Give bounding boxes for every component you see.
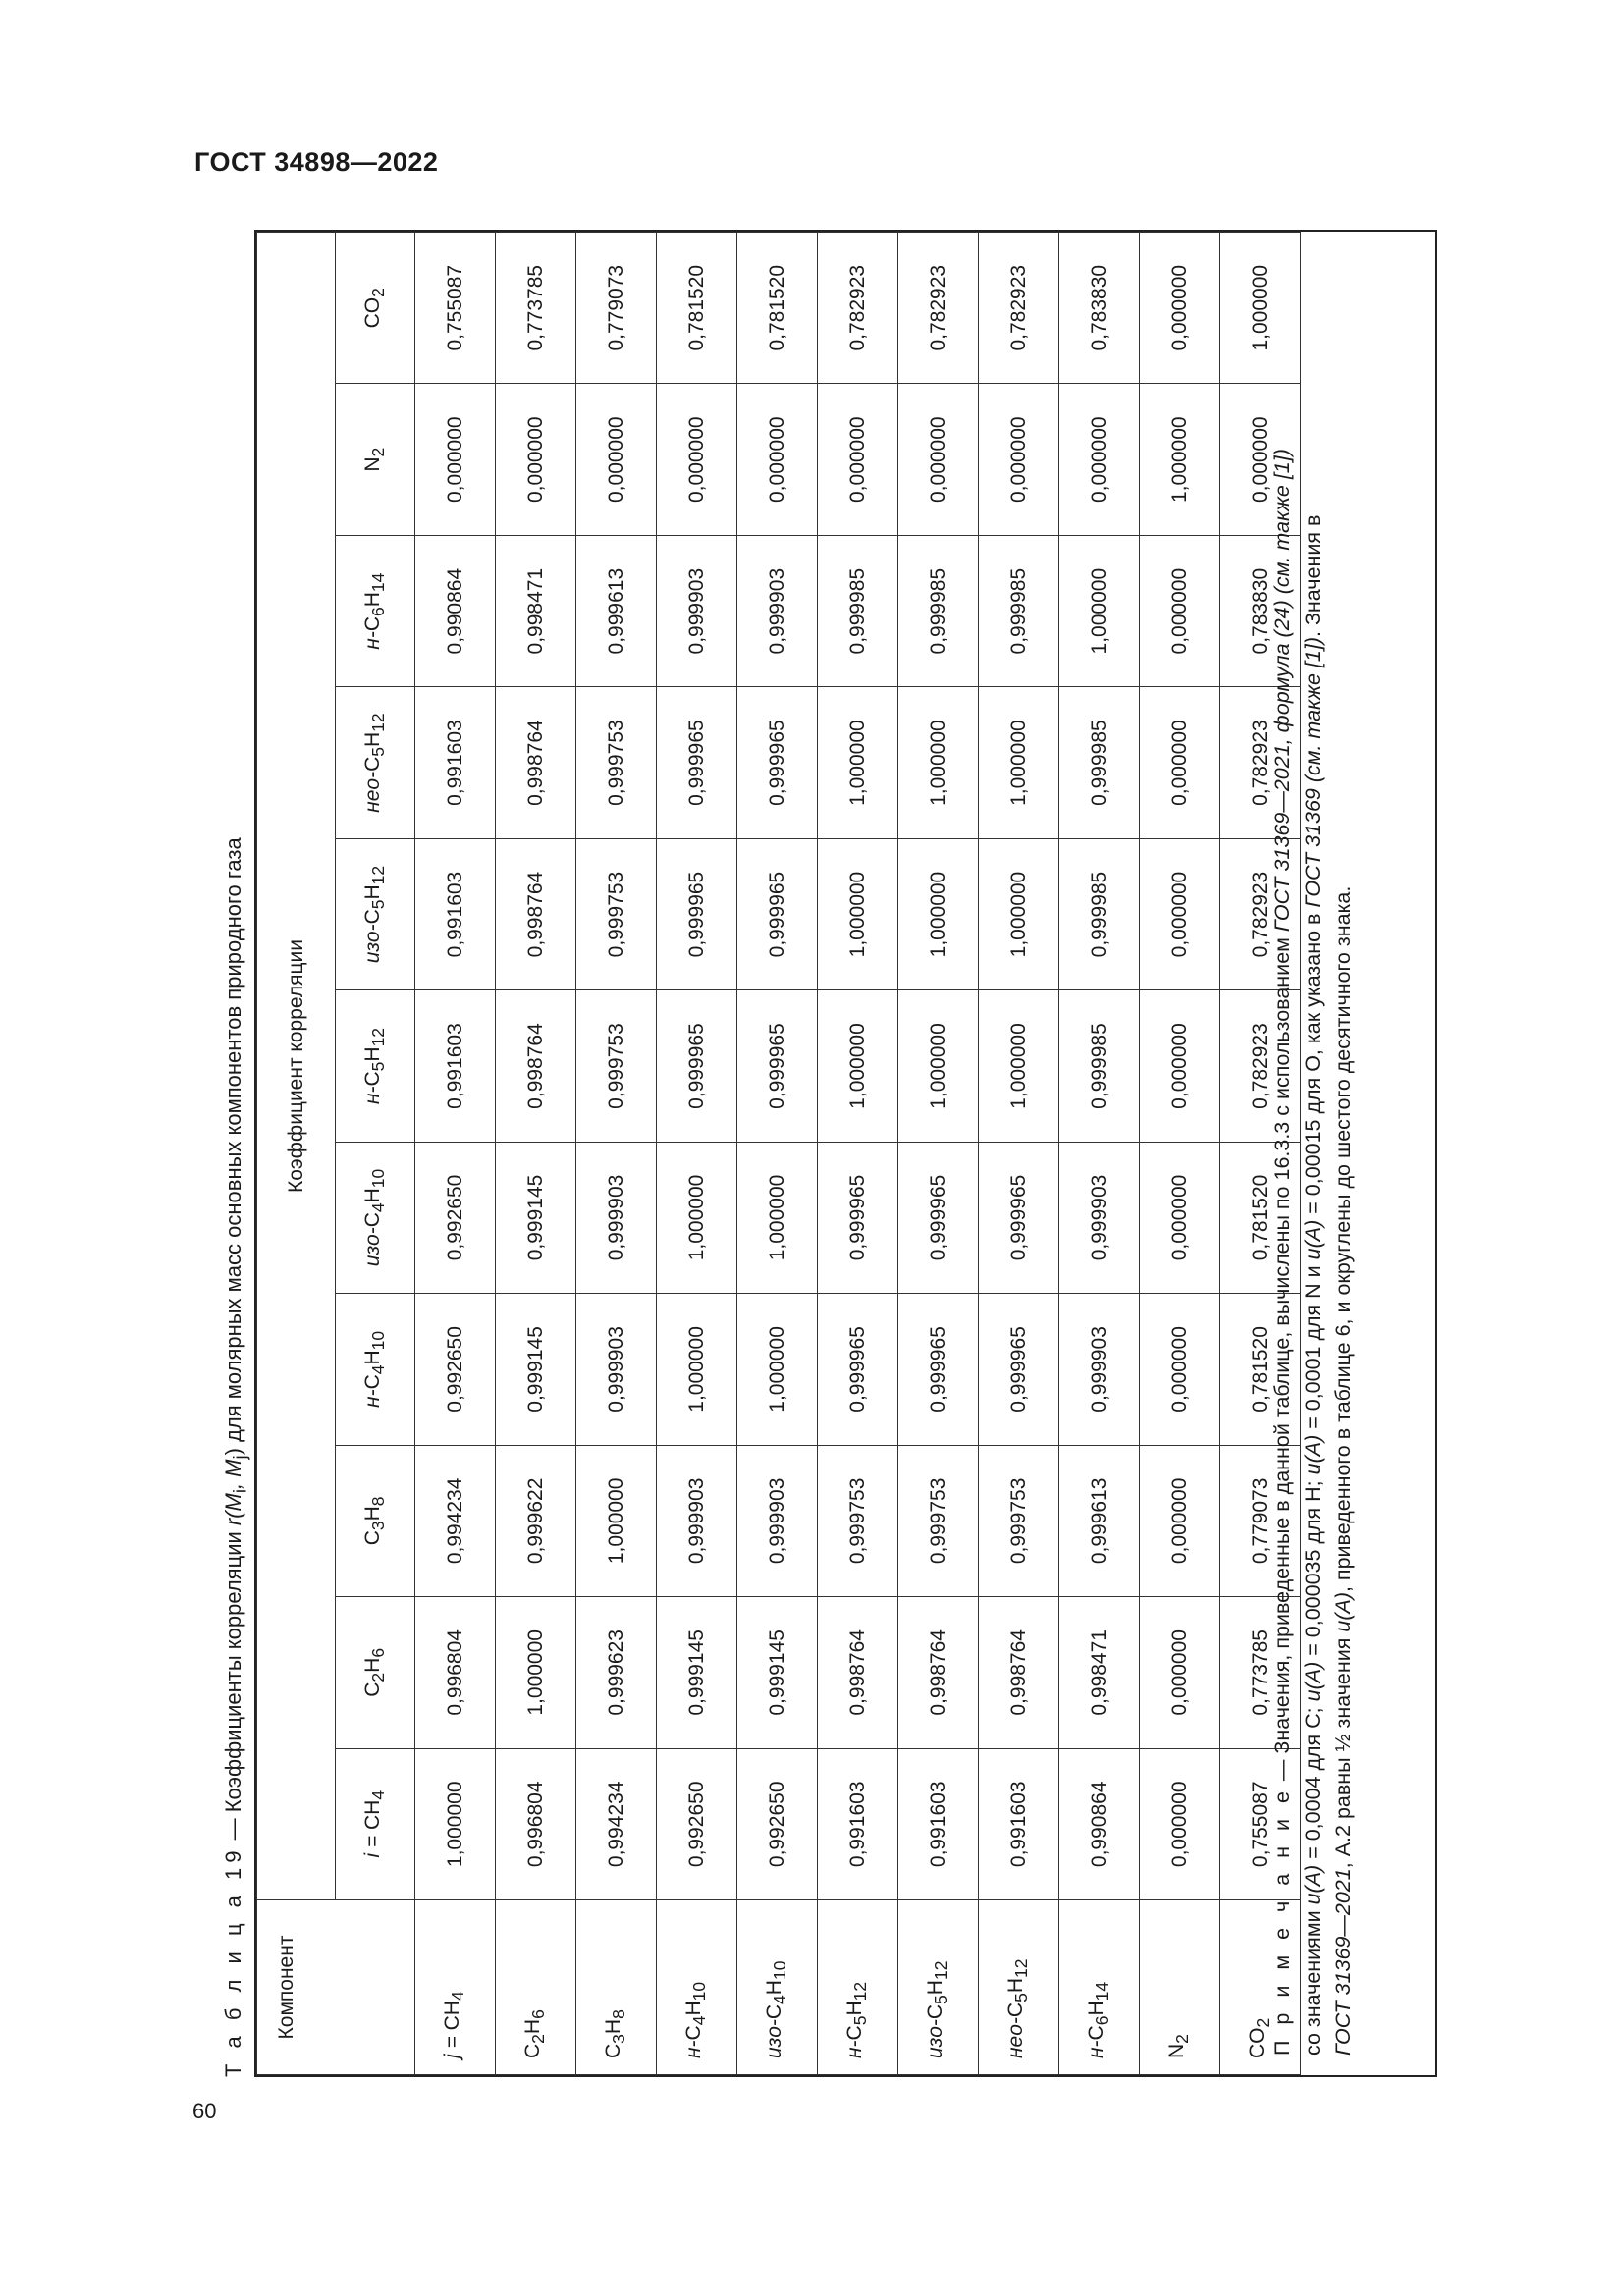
formula-base: C [360, 1071, 384, 1087]
formula-tail-sub: 10 [770, 1960, 790, 1981]
table-cell: 0,782923 [1220, 687, 1301, 838]
caption-sub-i: i [229, 1489, 250, 1494]
table-cell: 0,000000 [979, 384, 1059, 535]
table-cell: 0,991603 [898, 1748, 979, 1899]
component-header: Компонент [257, 1900, 415, 2075]
formula-sub: 6 [368, 607, 389, 616]
caption-rest: для молярных масс основных компонентов природного газа [221, 837, 245, 1449]
table-cell: 1,000000 [818, 838, 898, 989]
table-cell: 1,000000 [1059, 535, 1140, 686]
table-cell: 0,999903 [737, 1445, 818, 1596]
formula-tail-sub: 8 [368, 1496, 389, 1507]
formula-prefix: н- [360, 1389, 384, 1408]
table-cell: 0,991603 [415, 687, 496, 838]
table-cell: 0,999985 [979, 535, 1059, 686]
formula-sub: 2 [1253, 2017, 1273, 2028]
table-cell: 0,991603 [818, 1748, 898, 1899]
formula-tail: H [843, 2001, 867, 2016]
caption-close: ) [221, 1448, 245, 1456]
row-header [818, 1900, 898, 2075]
table-cell: 0,782923 [979, 233, 1059, 384]
table-cell: 0,000000 [1059, 384, 1140, 535]
formula-base: N [360, 456, 384, 472]
table-cell: 0,999622 [496, 1445, 576, 1596]
formula-prefix: н- [682, 2040, 706, 2058]
formula-prefix: i = [360, 1830, 384, 1858]
table-cell: 0,000000 [1140, 838, 1220, 989]
row-header [737, 1900, 818, 2075]
table-cell: 1,000000 [898, 838, 979, 989]
table-label: Т а б л и ц а 19 [221, 1845, 245, 2077]
table-cell: 0,000000 [1140, 233, 1220, 384]
table-cell: 1,000000 [898, 990, 979, 1142]
table-cell: 0,999753 [979, 1445, 1059, 1596]
formula-tail: H [924, 1980, 947, 1996]
table-cell: 0,000000 [1220, 384, 1301, 535]
table-cell: 0,781520 [1220, 1142, 1301, 1293]
table-cell: 0,999613 [576, 535, 657, 686]
table-note [1268, 249, 1359, 2056]
table-cell: 0,990864 [415, 535, 496, 686]
table-cell: 1,000000 [657, 1294, 737, 1445]
table-cell: 0,000000 [496, 384, 576, 535]
table-cell: 0,998471 [496, 535, 576, 686]
formula-tail: H [763, 1980, 786, 1996]
table-cell: 0,779073 [576, 233, 657, 384]
formula-base: C [1004, 2002, 1028, 2018]
column-header-row [336, 233, 415, 2075]
formula-tail: H [521, 2018, 545, 2035]
formula-base: C [763, 2003, 786, 2020]
formula-prefix: нео- [1004, 2017, 1028, 2058]
caption-sep: , M [221, 1459, 245, 1490]
table-cell: 0,999903 [576, 1142, 657, 1293]
table-cell: 0,998764 [898, 1597, 979, 1748]
formula-tail-sub: 8 [609, 2009, 629, 2019]
formula-sub: 5 [931, 1995, 951, 2004]
table-cell: 1,000000 [1140, 384, 1220, 535]
table-cell: 1,000000 [818, 990, 898, 1142]
table-cell: 0,998764 [818, 1597, 898, 1748]
formula-tail-sub: 14 [368, 572, 389, 593]
table-row [1059, 233, 1140, 2075]
column-header [336, 1748, 415, 1899]
table-cell: 0,000000 [1140, 687, 1220, 838]
table-cell: 0,999903 [576, 1294, 657, 1445]
table-cell: 0,773785 [496, 233, 576, 384]
note-line-1 [1268, 249, 1298, 2056]
table-cell: 0,991603 [415, 838, 496, 989]
table-cell: 0,000000 [1140, 1445, 1220, 1596]
formula-tail: H [602, 2018, 625, 2035]
table-cell: 0,781520 [737, 233, 818, 384]
table-row [818, 233, 898, 2075]
table-cell: 0,991603 [979, 1748, 1059, 1899]
formula-sub: 2 [368, 447, 389, 457]
table-caption [214, 232, 253, 2077]
table-cell: 0,999753 [818, 1445, 898, 1596]
formula-tail: H [360, 1188, 384, 1203]
column-header [336, 1142, 415, 1293]
table-cell: 0,999623 [576, 1597, 657, 1748]
table-cell: 1,000000 [415, 1748, 496, 1899]
table-cell: 0,999145 [496, 1294, 576, 1445]
formula-tail-sub: 12 [1011, 1958, 1032, 1978]
table-cell: 0,999965 [898, 1294, 979, 1445]
formula-sub: 5 [368, 747, 389, 757]
table-cell: 0,999965 [818, 1142, 898, 1293]
table-cell: 0,999613 [1059, 1445, 1140, 1596]
table-cell: 1,000000 [737, 1294, 818, 1445]
formula-base: C [602, 2043, 625, 2058]
formula-prefix: н- [843, 2040, 867, 2058]
formula-sub: 2 [368, 1672, 389, 1682]
formula-tail-sub: 6 [528, 2009, 549, 2019]
formula-sub: 5 [368, 1061, 389, 1072]
table-cell: 0,000000 [898, 384, 979, 535]
formula-tail-sub: 12 [368, 865, 389, 885]
table-cell: 0,998764 [979, 1597, 1059, 1748]
note-text: , приведенного в таблице 6, и округлены до шестого десятичного знака. [1331, 885, 1355, 1593]
table-cell: 1,000000 [818, 687, 898, 838]
table-cell: 0,998471 [1059, 1597, 1140, 1748]
table-frame [254, 230, 1437, 2077]
formula-prefix: j = [441, 2030, 464, 2058]
formula-sub: 5 [1011, 1993, 1032, 2002]
table-cell: 0,755087 [415, 233, 496, 384]
formula-prefix: н- [360, 1086, 384, 1105]
table-cell: 0,998764 [496, 990, 576, 1142]
note-ua: u(A) [1301, 1864, 1325, 1905]
table-cell: 0,782923 [898, 233, 979, 384]
table-cell: 0,999145 [657, 1597, 737, 1748]
formula-sub: 3 [368, 1521, 389, 1531]
formula-tail: H [360, 1506, 384, 1522]
table-cell: 0,994234 [415, 1445, 496, 1596]
table-cell: 0,999753 [576, 838, 657, 989]
formula-tail: H [360, 592, 384, 608]
row-header [576, 1900, 657, 2075]
table-cell: 0,994234 [576, 1748, 657, 1899]
column-header [336, 990, 415, 1142]
formula-tail-sub: 12 [931, 1960, 951, 1981]
formula-prefix: изо- [360, 924, 384, 964]
table-cell: 0,999965 [979, 1294, 1059, 1445]
table-cell: 0,999903 [1059, 1294, 1140, 1445]
formula-prefix: изо- [763, 2019, 786, 2058]
table-cell: 0,782923 [818, 233, 898, 384]
coef-header: Коэффициент корреляции [257, 233, 336, 1900]
note-text: = 0,0001 для N и [1301, 1259, 1325, 1435]
table-cell: 0,999145 [496, 1142, 576, 1293]
formula-base: C [360, 1530, 384, 1546]
note-ua: u(A) [1301, 1219, 1325, 1260]
table-cell: 0,996804 [496, 1748, 576, 1899]
formula-sub: 5 [850, 2015, 871, 2026]
formula-sub: 5 [368, 899, 389, 910]
note-text: . Значения в [1301, 514, 1325, 637]
table-cell: 0,999753 [576, 687, 657, 838]
formula-sub: 4 [689, 2015, 710, 2026]
note-text: , А.2 равны ½ значения [1331, 1631, 1355, 1869]
formula-base: CH [360, 1799, 384, 1831]
table-cell: 1,000000 [657, 1142, 737, 1293]
rotated-table-block [214, 232, 1436, 2077]
formula-prefix: н- [1085, 2040, 1109, 2058]
table-cell: 0,000000 [1140, 990, 1220, 1142]
formula-base: C [360, 756, 384, 772]
formula-tail: H [360, 1657, 384, 1673]
caption-func: r(M [221, 1493, 245, 1526]
table-cell: 0,999965 [657, 838, 737, 989]
column-header [336, 1294, 415, 1445]
table-cell: 0,000000 [576, 384, 657, 535]
table-row [657, 233, 737, 2075]
formula-base: C [1085, 2025, 1109, 2041]
caption-dash: — Коэффициенты корреляции [221, 1525, 245, 1846]
row-header [415, 1900, 496, 2075]
note-reference: ГОСТ 31369 (см. также [1]) [1301, 637, 1325, 908]
formula-tail-sub: 12 [368, 1027, 389, 1047]
caption-sub-j: j [229, 1455, 250, 1460]
table-cell: 0,999985 [1059, 838, 1140, 989]
note-line-3 [1328, 249, 1359, 2056]
formula-sub: 3 [609, 2034, 629, 2044]
table-cell: 0,999965 [657, 990, 737, 1142]
formula-sub: 2 [368, 288, 389, 297]
standard-header: ГОСТ 34898—2022 [194, 147, 439, 177]
column-header [336, 1597, 415, 1748]
column-header [336, 384, 415, 535]
note-text: = 0,0004 для C; [1301, 1701, 1325, 1865]
column-header [336, 838, 415, 989]
table-cell: 1,000000 [737, 1142, 818, 1293]
formula-sub: 2 [528, 2034, 549, 2044]
table-cell: 0,000000 [1140, 1748, 1220, 1899]
table-cell: 1,000000 [979, 838, 1059, 989]
column-header [336, 1445, 415, 1596]
formula-base: CH [441, 2001, 464, 2031]
table-cell: 1,000000 [1220, 233, 1301, 384]
formula-sub: 4 [448, 1991, 468, 2002]
formula-base: C [360, 615, 384, 632]
table-row [1140, 233, 1220, 2075]
table-cell: 0,999753 [576, 990, 657, 1142]
formula-sub: 4 [368, 1202, 389, 1213]
table-cell: 0,000000 [818, 384, 898, 535]
table-cell: 0,000000 [1140, 1597, 1220, 1748]
table-cell: 0,999965 [737, 990, 818, 1142]
table-cell: 1,000000 [576, 1445, 657, 1596]
formula-base: C [682, 2025, 706, 2041]
table-cell: 0,998764 [496, 687, 576, 838]
row-header [496, 1900, 576, 2075]
formula-sub: 4 [368, 1789, 389, 1800]
formula-tail: H [1004, 1978, 1028, 1994]
table-row [898, 233, 979, 2075]
formula-sub: 4 [368, 1364, 389, 1375]
table-cell: 0,779073 [1220, 1445, 1301, 1596]
table-cell: 0,999753 [898, 1445, 979, 1596]
table-row [737, 233, 818, 2075]
formula-tail: H [682, 2001, 706, 2016]
table-row [576, 233, 657, 2075]
formula-tail-sub: 10 [368, 1168, 389, 1189]
row-header [1140, 1900, 1220, 2075]
correlation-table [256, 232, 1301, 2075]
table-cell: 0,998764 [496, 838, 576, 989]
table-cell: 0,000000 [1140, 1142, 1220, 1293]
row-header [1059, 1900, 1140, 2075]
formula-tail-sub: 12 [368, 713, 389, 732]
table-cell: 0,992650 [415, 1294, 496, 1445]
formula-tail-sub: 6 [368, 1647, 389, 1658]
formula-base: C [843, 2025, 867, 2041]
table-cell: 0,999145 [737, 1597, 818, 1748]
row-header [898, 1900, 979, 2075]
table-cell: 0,991603 [415, 990, 496, 1142]
table-cell: 0,000000 [1140, 1294, 1220, 1445]
note-text: = 0,000035 для H; [1301, 1474, 1325, 1662]
table-cell: 0,999985 [1059, 687, 1140, 838]
note-reference: ГОСТ 31369—2021, формула (24) (см. также [1]) [1271, 449, 1294, 933]
formula-prefix: н- [360, 631, 384, 650]
formula-base: CO [1246, 2027, 1270, 2058]
formula-base: C [360, 1682, 384, 1697]
table-cell: 1,000000 [496, 1597, 576, 1748]
note-ua: u(A) [1301, 1661, 1325, 1702]
formula-base: C [360, 1374, 384, 1390]
table-cell: 0,781520 [657, 233, 737, 384]
formula-base: C [360, 1212, 384, 1228]
table-cell: 0,999985 [898, 535, 979, 686]
table-row [979, 233, 1059, 2075]
formula-tail: H [360, 1046, 384, 1062]
note-text: = 0,00015 для O, как указано в [1301, 907, 1325, 1220]
formula-tail-sub: 10 [368, 1330, 389, 1351]
row-header [657, 1900, 737, 2075]
note-ua: u(A) [1331, 1592, 1355, 1632]
note-line-2 [1298, 249, 1328, 2056]
note-text: — Значения, приведенные в данной таблице, вычислены по 16.3.3 с использованием [1271, 932, 1294, 1788]
formula-base: CO [360, 296, 384, 329]
table-cell: 0,992650 [737, 1748, 818, 1899]
table-cell: 0,999903 [657, 535, 737, 686]
table-cell: 0,999965 [979, 1142, 1059, 1293]
formula-base: C [924, 2003, 947, 2020]
note-text: со значениями [1301, 1904, 1325, 2056]
formula-tail: H [360, 731, 384, 748]
formula-prefix: нео- [360, 771, 384, 813]
formula-prefix: изо- [924, 2019, 947, 2058]
column-header [336, 535, 415, 686]
table-cell: 0,999965 [737, 838, 818, 989]
formula-tail-sub: 10 [689, 1981, 710, 2002]
table-cell: 0,992650 [415, 1142, 496, 1293]
formula-base: C [360, 909, 384, 925]
table-cell: 0,782923 [1220, 838, 1301, 989]
table-cell: 0,999965 [737, 687, 818, 838]
table-cell: 0,999985 [818, 535, 898, 686]
formula-tail-sub: 12 [850, 1981, 871, 2002]
table-cell: 0,999965 [818, 1294, 898, 1445]
table-cell: 0,782923 [1220, 990, 1301, 1142]
formula-tail: H [360, 1350, 384, 1365]
table-cell: 0,990864 [1059, 1748, 1140, 1899]
table-cell: 1,000000 [898, 687, 979, 838]
note-label: П р и м е ч а н и е [1271, 1787, 1294, 2056]
table-cell: 0,000000 [737, 384, 818, 535]
formula-tail: H [360, 884, 384, 900]
table-cell: 0,996804 [415, 1597, 496, 1748]
table-cell: 0,999965 [898, 1142, 979, 1293]
table-cell: 1,000000 [979, 990, 1059, 1142]
table-cell: 0,999985 [1059, 990, 1140, 1142]
column-header [336, 687, 415, 838]
table-cell: 0,000000 [657, 384, 737, 535]
formula-sub: 2 [1172, 2034, 1193, 2044]
table-row [415, 233, 496, 2075]
row-header [979, 1900, 1059, 2075]
formula-prefix: изо- [360, 1227, 384, 1267]
table-body [415, 233, 1301, 2075]
column-header [336, 233, 415, 384]
formula-base: C [521, 2043, 545, 2058]
formula-sub: 4 [770, 1995, 790, 2004]
note-ua: u(A) [1301, 1434, 1325, 1475]
table-cell: 0,773785 [1220, 1597, 1301, 1748]
table-row [496, 233, 576, 2075]
table-cell: 0,783830 [1220, 535, 1301, 686]
table-cell: 0,992650 [657, 1748, 737, 1899]
table-cell: 0,999903 [657, 1445, 737, 1596]
table-cell: 0,781520 [1220, 1294, 1301, 1445]
page-number: 60 [192, 2099, 217, 2123]
table-cell: 1,000000 [979, 687, 1059, 838]
table-cell: 0,000000 [1140, 535, 1220, 686]
formula-tail: H [1085, 2001, 1109, 2016]
table-cell: 0,999965 [657, 687, 737, 838]
table-cell: 0,783830 [1059, 233, 1140, 384]
table-cell: 0,999903 [737, 535, 818, 686]
note-reference: ГОСТ 31369—2021 [1331, 1868, 1355, 2056]
table-cell: 0,755087 [1220, 1748, 1301, 1899]
table-cell: 0,000000 [415, 384, 496, 535]
formula-base: N [1165, 2043, 1189, 2058]
formula-sub: 6 [1092, 2015, 1112, 2026]
formula-tail-sub: 14 [1092, 1981, 1112, 2002]
table-cell: 0,999903 [1059, 1142, 1140, 1293]
